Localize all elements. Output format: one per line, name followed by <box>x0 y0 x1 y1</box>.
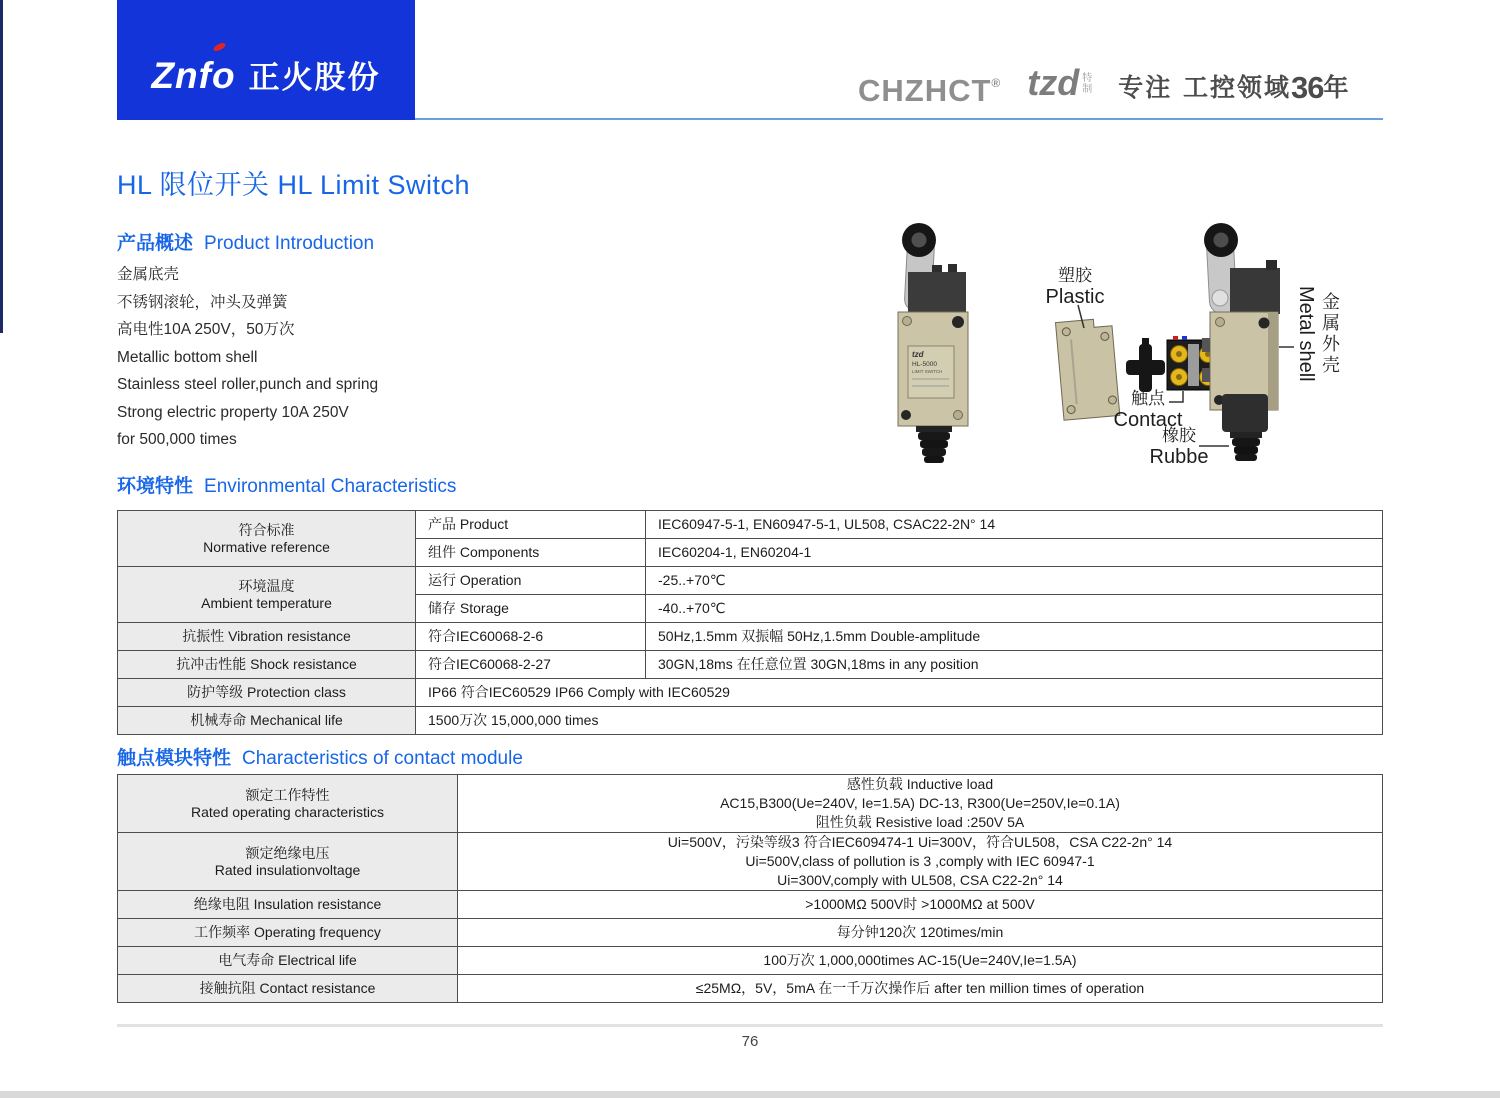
table-row <box>118 623 1383 651</box>
table-row <box>118 891 1383 919</box>
plunger-part <box>1126 338 1165 392</box>
table-row <box>118 975 1383 1003</box>
value-cell: -40..+70℃ <box>646 595 1383 623</box>
param-cell: 储存 Storage <box>416 595 646 623</box>
value-cell: 每分钟120次 120times/min <box>458 919 1383 947</box>
metal-shell-label-cn: 金属外壳 <box>1320 291 1340 376</box>
product-introduction-heading <box>117 228 374 255</box>
plastic-label <box>1036 266 1114 309</box>
brand-text: CHZHCT <box>858 73 992 108</box>
tzd-mark <box>1027 62 1093 103</box>
registered-mark-icon: ® <box>991 76 1002 90</box>
logo-box <box>117 0 415 120</box>
row-label: 额定绝缘电压 Rated insulationvoltage <box>118 833 458 891</box>
plastic-label-cn: 塑胶 <box>1058 266 1092 285</box>
rubber-label-cn: 橡胶 <box>1162 426 1196 445</box>
table-row <box>118 567 1383 595</box>
param-cell: 符合IEC60068-2-6 <box>416 623 646 651</box>
slogan-post: 年 <box>1323 73 1351 102</box>
environmental-characteristics-heading <box>117 471 456 498</box>
page-title: HL 限位开关 HL Limit Switch <box>117 170 471 200</box>
heading-cn: 触点模块特性 <box>117 748 232 769</box>
row-label: 抗冲击性能 Shock resistance <box>118 651 416 679</box>
contact-module-table <box>117 774 1383 1003</box>
slogan-number: 36 <box>1290 70 1324 105</box>
svg-text:LIMIT SWITCH: LIMIT SWITCH <box>912 369 943 374</box>
heading-cn: 环境特性 <box>117 476 194 497</box>
intro-line: Strong electric property 10A 250V <box>117 403 349 421</box>
value-cell: ≤25MΩ，5V，5mA 在一千万次操作后 after ten million times of operation <box>458 975 1383 1003</box>
svg-text:HL-5000: HL-5000 <box>912 361 937 368</box>
footer-divider <box>117 1024 1383 1027</box>
param-cell: 产品 Product <box>416 511 646 539</box>
param-cell: 运行 Operation <box>416 567 646 595</box>
heading-en: Product Introduction <box>204 233 375 254</box>
row-label: 机械寿命 Mechanical life <box>118 707 416 735</box>
table-row <box>118 919 1383 947</box>
row-label: 接触抗阻 Contact resistance <box>118 975 458 1003</box>
contact-label-en: Contact <box>1113 409 1183 431</box>
brand-mark <box>858 66 1001 108</box>
row-label: 额定工作特性 Rated operating characteristics <box>118 775 458 833</box>
slogan-pre: 专注 工控领域 <box>1118 73 1291 102</box>
value-cell: >1000MΩ 500V时 >1000MΩ at 500V <box>458 891 1383 919</box>
metal-shell-label-en: Metal shell <box>1295 286 1317 382</box>
param-cell: 组件 Components <box>416 539 646 567</box>
logo-chinese-text: 正火股份 <box>248 59 381 95</box>
value-cell: 感性负载 Inductive load AC15,B300(Ue=240V, Ie=1.5A) DC-13, R300(Ue=250V,Ie=0.1A) 阻性负载 Resistive load :250V 5A <box>458 775 1383 833</box>
value-cell: IEC60947-5-1, EN60947-5-1, UL508, CSAC22-2N° 14 <box>646 511 1383 539</box>
header-divider <box>415 118 1383 120</box>
environmental-characteristics-table <box>117 510 1383 735</box>
rubber-label <box>1140 426 1218 469</box>
table-row <box>118 833 1383 891</box>
heading-en: Environmental Characteristics <box>204 476 457 497</box>
tzd-tag <box>1082 73 1092 95</box>
value-cell: 100万次 1,000,000times AC-15(Ue=240V,Ie=1.5A) <box>458 947 1383 975</box>
intro-line: 不锈钢滚轮，冲头及弹簧 <box>117 293 288 311</box>
heading-cn: 产品概述 <box>117 233 194 254</box>
table-row <box>118 775 1383 833</box>
table-row <box>118 511 1383 539</box>
table-row <box>118 679 1383 707</box>
tzd-tag-char1: 特 <box>1082 73 1093 84</box>
value-cell: -25..+70℃ <box>646 567 1383 595</box>
plastic-label-en: Plastic <box>1045 286 1105 308</box>
metal-shell-label <box>1294 286 1340 382</box>
brand-slogan <box>1118 68 1350 106</box>
intro-line: Metallic bottom shell <box>117 348 258 366</box>
bottom-edge-bar <box>0 1091 1500 1098</box>
row-label: 绝缘电阻 Insulation resistance <box>118 891 458 919</box>
rubber-label-en: Rubbe <box>1149 446 1209 468</box>
row-label: 环境温度 Ambient temperature <box>118 567 416 623</box>
row-label: 抗振性 Vibration resistance <box>118 623 416 651</box>
table-row <box>118 947 1383 975</box>
logo-latin-text: Znfo <box>151 54 236 96</box>
contact-label-cn: 触点 <box>1131 389 1165 408</box>
tzd-tag-char2: 制 <box>1082 84 1093 95</box>
tzd-text: tzd <box>1027 62 1080 103</box>
table-row <box>118 651 1383 679</box>
row-label: 防护等级 Protection class <box>118 679 416 707</box>
product-introduction-text <box>117 261 378 454</box>
header-brand-row <box>858 62 1388 108</box>
value-cell: 50Hz,1.5mm 双振幅 50Hz,1.5mm Double-amplitude <box>646 623 1383 651</box>
intro-line: for 500,000 times <box>117 431 237 448</box>
value-cell: 1500万次 15,000,000 times <box>416 707 1383 735</box>
intro-line: 金属底壳 <box>117 266 180 283</box>
page-number: 76 <box>741 1033 759 1050</box>
intro-line: Stainless steel roller,punch and spring <box>117 376 379 393</box>
value-cell: IP66 符合IEC60529 IP66 Comply with IEC60529 <box>416 679 1383 707</box>
table-row <box>118 707 1383 735</box>
row-label: 符合标准 Normative reference <box>118 511 416 567</box>
value-cell: Ui=500V，污染等级3 符合IEC609474-1 Ui=300V，符合UL508，CSA C22-2n° 14 Ui=500V,class of pollution is 3 ,comply with IEC 60947-1 Ui=300V,comply with UL508, CSA C22-2n° 14 <box>458 833 1383 891</box>
row-label: 电气寿命 Electrical life <box>118 947 458 975</box>
value-cell: IEC60204-1, EN60204-1 <box>646 539 1383 567</box>
value-cell: 30GN,18ms 在任意位置 30GN,18ms in any position <box>646 651 1383 679</box>
contact-module-heading <box>117 743 523 770</box>
svg-text:tzd: tzd <box>912 350 924 359</box>
param-cell: 符合IEC60068-2-27 <box>416 651 646 679</box>
logo-red-accent-icon <box>213 41 227 52</box>
assembled-switch <box>898 223 968 463</box>
row-label: 工作频率 Operating frequency <box>118 919 458 947</box>
intro-line: 高电性10A 250V，50万次 <box>117 321 295 338</box>
heading-en: Characteristics of contact module <box>242 748 523 769</box>
company-logo <box>151 52 380 97</box>
page-edge-strip <box>0 0 3 333</box>
